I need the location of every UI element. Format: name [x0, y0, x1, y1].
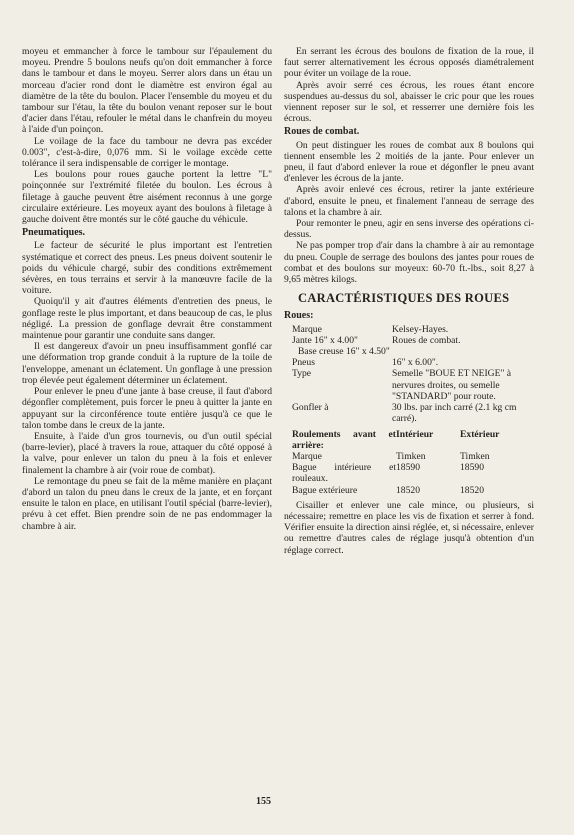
section-heading-pneumatiques: Pneumatiques.: [22, 227, 86, 239]
left-column: [22, 46, 272, 532]
bearing-header-row: [284, 429, 534, 451]
bearing-value: 18520: [396, 484, 420, 496]
paragraph: Pour remonter le pneu, agir en sens inverse des opérations ci-dessus.: [284, 218, 534, 241]
bearing-row-bague-exterieure: [284, 485, 534, 496]
bearing-value: 18520: [460, 484, 484, 496]
spec-value: 30 lbs. par inch carré (2.1 kg cm carré).: [392, 402, 517, 425]
section-heading-roues-de-combat: Roues de combat.: [284, 126, 360, 138]
spec-label: Type: [292, 368, 312, 380]
spec-row-type: [284, 368, 534, 402]
wheel-spec-table: [284, 324, 534, 425]
paragraph: Quoiqu'il y ait d'autres éléments d'entretien des pneus, le gonflage reste le plus important, et dans beaucoup de cas, le plus négligé. La pression de gonflage devrait être constamment maintenue pour garantir une conduite sans danger.: [22, 296, 272, 342]
spec-row-gonfler: [284, 402, 534, 424]
bearing-value: Timken: [396, 450, 426, 462]
subheading-roulements: Roulements avant et arrière:: [292, 428, 396, 451]
bearing-value: Timken: [460, 450, 490, 462]
spec-label: Marque: [292, 323, 322, 335]
right-column: [284, 46, 534, 556]
paragraph: On peut distinguer les roues de combat aux 8 boulons qui tiennent ensemble les 2 moitiés de la jante. Pour enlever un pneu, il faut d'abord enlever la roue et dégonfler le pneu avant d'enlever les écrous de la jante.: [284, 139, 534, 185]
paragraph: Ne pas pomper trop d'air dans la chambre à air au remontage du pneu. Couple de serrage des boulons des jantes pour roues de combat et des boulons sur moyeux: 60-70 ft.-lbs., soit 8,27 à 9,65 mètres kilogs.: [284, 240, 534, 286]
spec-label: Gonfler à: [292, 402, 329, 414]
spec-row-jante: [284, 335, 534, 346]
section-title-caracteristiques: CARACTÉRISTIQUES DES ROUES: [298, 291, 510, 306]
paragraph: En serrant les écrous des boulons de fixation de la roue, il faut serrer alternativement les écrous opposés diamétralement pour éviter un voilage de la roue.: [284, 46, 534, 80]
spec-value: Roues de combat.: [392, 334, 461, 346]
bearing-row-marque: [284, 451, 534, 462]
spec-row-base-creuse: [284, 346, 534, 357]
spec-value: Semelle "BOUE ET NEIGE" à nervures droites, ou semelle "STANDARD" pour route.: [392, 368, 512, 402]
bearing-row-bague-interieure: [284, 462, 534, 484]
paragraph: Après avoir serré ces écrous, les roues étant encore suspendues au-dessus du sol, abaisser le cric pour que les roues viennent reposer sur le sol, et resserrer une dernière fois les écrous.: [284, 79, 534, 125]
column-header-interieur: Intérieur: [396, 428, 434, 440]
paragraph: Cisailler et enlever une cale mince, ou plusieurs, si nécessaire; remettre en place les vis de fixation et serrer à fond. Vérifier ensuite la direction ainsi réglée, et, si nécessaire, enlever ou remettre d'autres cales de réglage jusqu'à obtention d'un réglage correct.: [284, 499, 534, 556]
paragraph: Pour enlever le pneu d'une jante à base creuse, il faut d'abord dégonfler complètement, puis forcer le pneu à quitter la jante en appuyant sur la circonférence toute entière jusqu'à ce que le talon tombe dans le creux de la jante.: [22, 386, 272, 431]
spec-row-marque: [284, 324, 534, 335]
paragraph: Après avoir enlevé ces écrous, retirer la jante extérieure d'abord, ensuite le pneu, et finalement l'anneau de serrage des talons et la chambre à air.: [284, 184, 534, 218]
spec-label: Jante 16" x 4.00": [292, 334, 358, 346]
bearing-label: Bague extérieure: [292, 484, 358, 496]
paragraph: Ensuite, à l'aide d'un gros tournevis, ou d'un outil spécial (barre-levier), placé à travers la roue, attaquer du côté opposé à la valve, pour enlever un talon du pneu à la fois et enlever finalement la chambre à air (voir roue de combat).: [22, 430, 272, 476]
bearing-label: Bague intérieure et rouleaux.: [292, 462, 396, 485]
spec-label: Pneus: [292, 357, 315, 369]
paragraph: Le facteur de sécurité le plus important est l'entretien systématique et correct des pneus. Les pneus doivent soutenir le poids du véhicule chargé, subir des conditions extrêmement sévères, en tous terrains et servir à la manœuvre facile de la voiture.: [22, 240, 272, 297]
bearing-value: 18590: [460, 462, 484, 474]
spec-value: 16" x 6.00".: [392, 357, 439, 369]
bearing-label: Marque: [292, 450, 322, 462]
spec-label: Base creuse 16" x 4.50": [298, 346, 390, 358]
paragraph: Les boulons pour roues gauche portent la lettre "L" poinçonnée sur l'extrémité filetée du boulon. Les écrous à filetage à gauche peuvent être aisément reconnus à une gorge circulaire extérieure. Les moyeux ayant des boulons à filetage à gauche doivent être montés sur le côté gauche du véhicule.: [22, 169, 272, 226]
paragraph: moyeu et emmancher à force le tambour sur l'épaulement du moyeu. Prendre 5 boulons neufs qu'on doit emmancher à force dans le tambour et dans le moyeu. Serrer alors dans un étau un morceau d'acier rond dont le diamètre est environ égal au diamètre de la tête du boulon. Placer l'ensemble du moyeu et du tambour sur l'étau, la tête du boulon venant reposer sur le bout d'acier dans l'étau, refouler le métal dans le chanfrein du moyeu à l'aide d'un poinçon.: [22, 46, 272, 136]
paragraph: Le remontage du pneu se fait de la même manière en plaçant d'abord un talon du pneu dans le creux de la jante, et en forçant ensuite le talon en place, en utilisant l'outil spécial (barre-levier), prévu à cet effet. Bien prendre soin de ne pas endommager la chambre à air.: [22, 475, 272, 532]
bearing-spec-table: [284, 429, 534, 496]
paragraph: Le voilage de la face du tambour ne devra pas excéder 0.003", c'est-à-dire, 0,076 mm. Si le voilage excède cette tolérance il sera indispensable de corriger le montage.: [22, 135, 272, 170]
column-header-exterieur: Extérieur: [460, 428, 500, 440]
page-number: 155: [256, 796, 271, 807]
spec-row-pneus: [284, 357, 534, 368]
spec-value: Kelsey-Hayes.: [392, 323, 449, 335]
bearing-value: 18590: [396, 462, 420, 474]
subheading-roues: Roues:: [284, 310, 314, 322]
paragraph: Il est dangereux d'avoir un pneu insuffisamment gonflé car une déformation trop grande conduit à la rupture de la toile de l'enveloppe, amenant un éclatement. Un gonflage à une pression trop élevée peut également déterminer un éclatement.: [22, 341, 272, 386]
